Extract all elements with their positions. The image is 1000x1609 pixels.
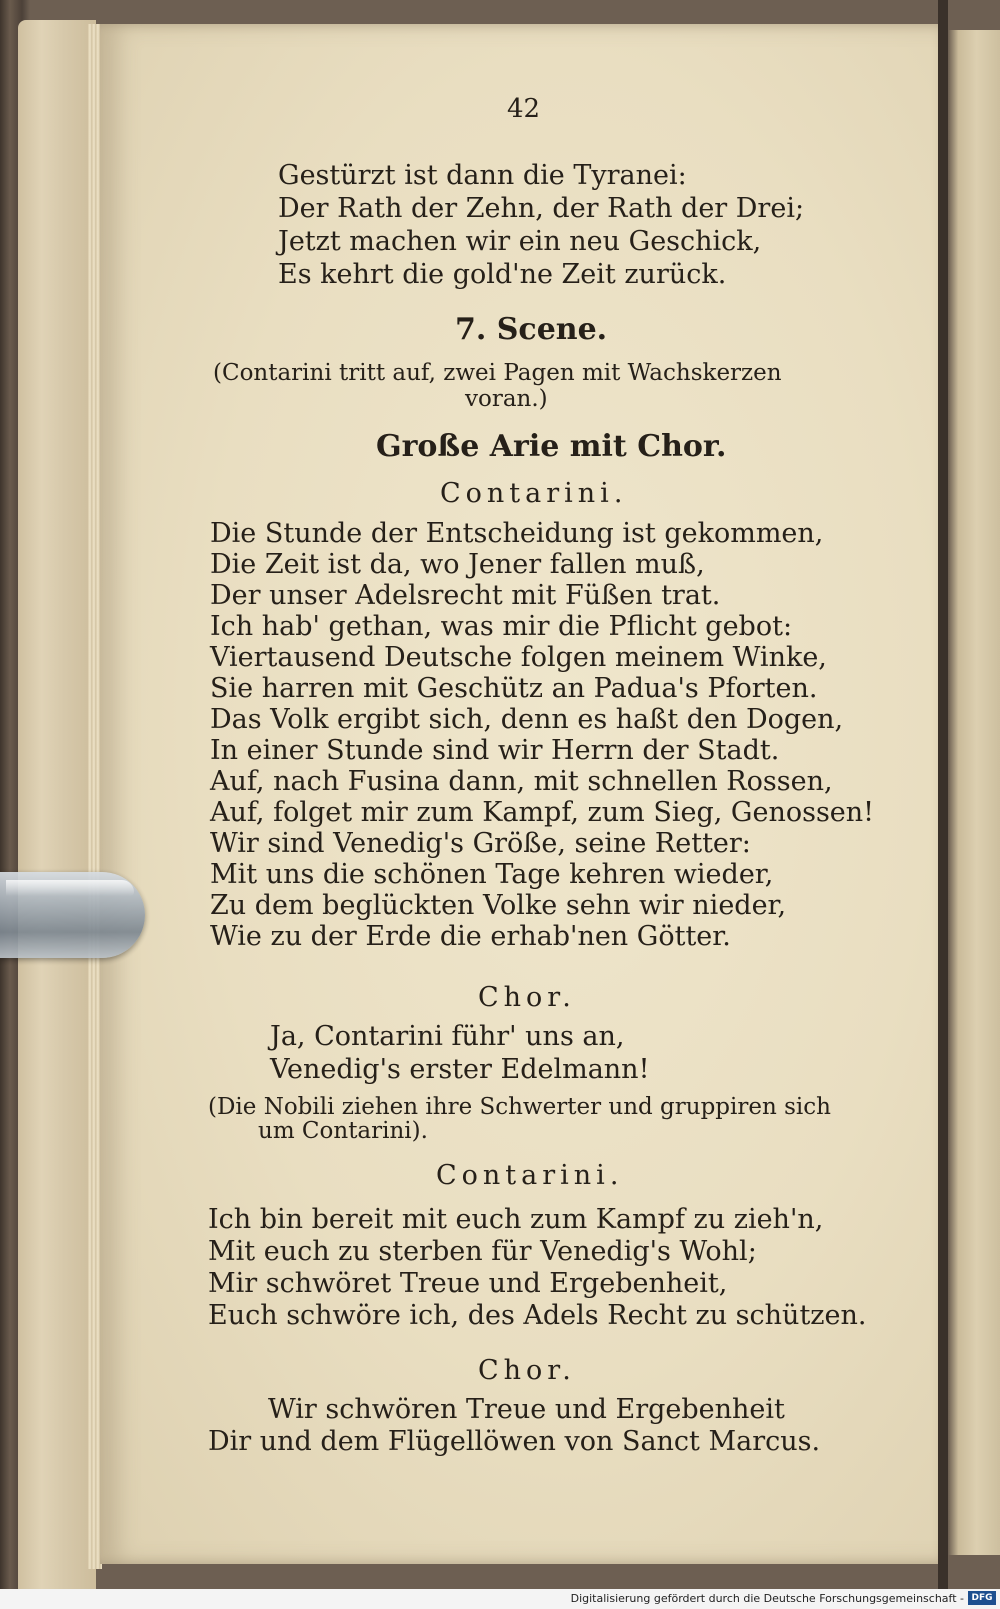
contarini-line: Mit uns die schönen Tage kehren wieder, — [210, 859, 774, 890]
contarini-line: Mir schwöret Treue und Ergebenheit, — [208, 1268, 728, 1299]
page-number: 42 — [507, 94, 541, 124]
contarini-line: Wie zu der Erde die erhab'nen Götter. — [210, 921, 731, 952]
page-clip-highlight — [6, 880, 134, 896]
verse-line: Der Rath der Zehn, der Rath der Drei; — [278, 193, 805, 224]
speaker-name-contarini: Contarini. — [436, 1160, 624, 1191]
verse-line: Es kehrt die gold'ne Zeit zurück. — [278, 259, 727, 290]
contarini-line: Viertausend Deutsche folgen meinem Winke, — [210, 642, 827, 673]
contarini-line: Mit euch zu sterben für Venedig's Wohl; — [208, 1236, 757, 1267]
stage-direction-line: voran.) — [465, 386, 548, 412]
chor-line: Venedig's erster Edelmann! — [270, 1054, 650, 1085]
verse-line: Jetzt machen wir ein neu Geschick, — [278, 226, 762, 257]
gutter-shadow — [938, 0, 948, 1609]
contarini-line: Sie harren mit Geschütz an Padua's Pforten. — [210, 673, 818, 704]
facing-page-edge — [948, 30, 1000, 1555]
contarini-line: Auf, folget mir zum Kampf, zum Sieg, Genossen! — [210, 797, 875, 828]
chor-line: Ja, Contarini führ' uns an, — [270, 1021, 625, 1052]
contarini-line: Ich hab' gethan, was mir die Pflicht gebot: — [210, 611, 793, 642]
contarini-line: Die Zeit ist da, wo Jener fallen muß, — [210, 549, 705, 580]
contarini-line: Das Volk ergibt sich, denn es haßt den Dogen, — [210, 704, 844, 735]
verse-line: Gestürzt ist dann die Tyranei: — [278, 160, 687, 191]
contarini-line: In einer Stunde sind wir Herrn der Stadt. — [210, 735, 780, 766]
chor-line: Dir und dem Flügellöwen von Sanct Marcus. — [208, 1426, 821, 1457]
speaker-name-chor: Chor. — [478, 982, 576, 1013]
contarini-line: Euch schwöre ich, des Adels Recht zu schützen. — [208, 1300, 867, 1331]
stage-direction-line: (Contarini tritt auf, zwei Pagen mit Wachskerzen — [213, 360, 782, 386]
contarini-line: Zu dem beglückten Volke sehn wir nieder, — [210, 890, 787, 921]
dfg-logo-icon: DFG — [968, 1591, 996, 1605]
digitization-credit: Digitalisierung gefördert durch die Deutsche Forschungsgemeinschaft - — [570, 1592, 964, 1605]
speaker-name-contarini: Contarini. — [440, 478, 628, 509]
speaker-name-chor: Chor. — [478, 1355, 576, 1386]
stage-direction-line: (Die Nobili ziehen ihre Schwerter und gruppiren sich — [208, 1094, 831, 1120]
contarini-line: Wir sind Venedig's Größe, seine Retter: — [210, 828, 751, 859]
book-cover-left-edge — [18, 20, 96, 1605]
stage-direction-line: um Contarini). — [258, 1118, 428, 1144]
contarini-line: Ich bin bereit mit euch zum Kampf zu zieh'n, — [208, 1204, 824, 1235]
contarini-line: Auf, nach Fusina dann, mit schnellen Rossen, — [210, 766, 833, 797]
scene-heading: 7. Scene. — [455, 312, 608, 347]
contarini-line: Die Stunde der Entscheidung ist gekommen, — [210, 518, 824, 549]
contarini-line: Der unser Adelsrecht mit Füßen trat. — [210, 580, 721, 611]
chor-line: Wir schwören Treue und Ergebenheit — [268, 1394, 785, 1425]
aria-heading: Große Arie mit Chor. — [376, 429, 727, 464]
